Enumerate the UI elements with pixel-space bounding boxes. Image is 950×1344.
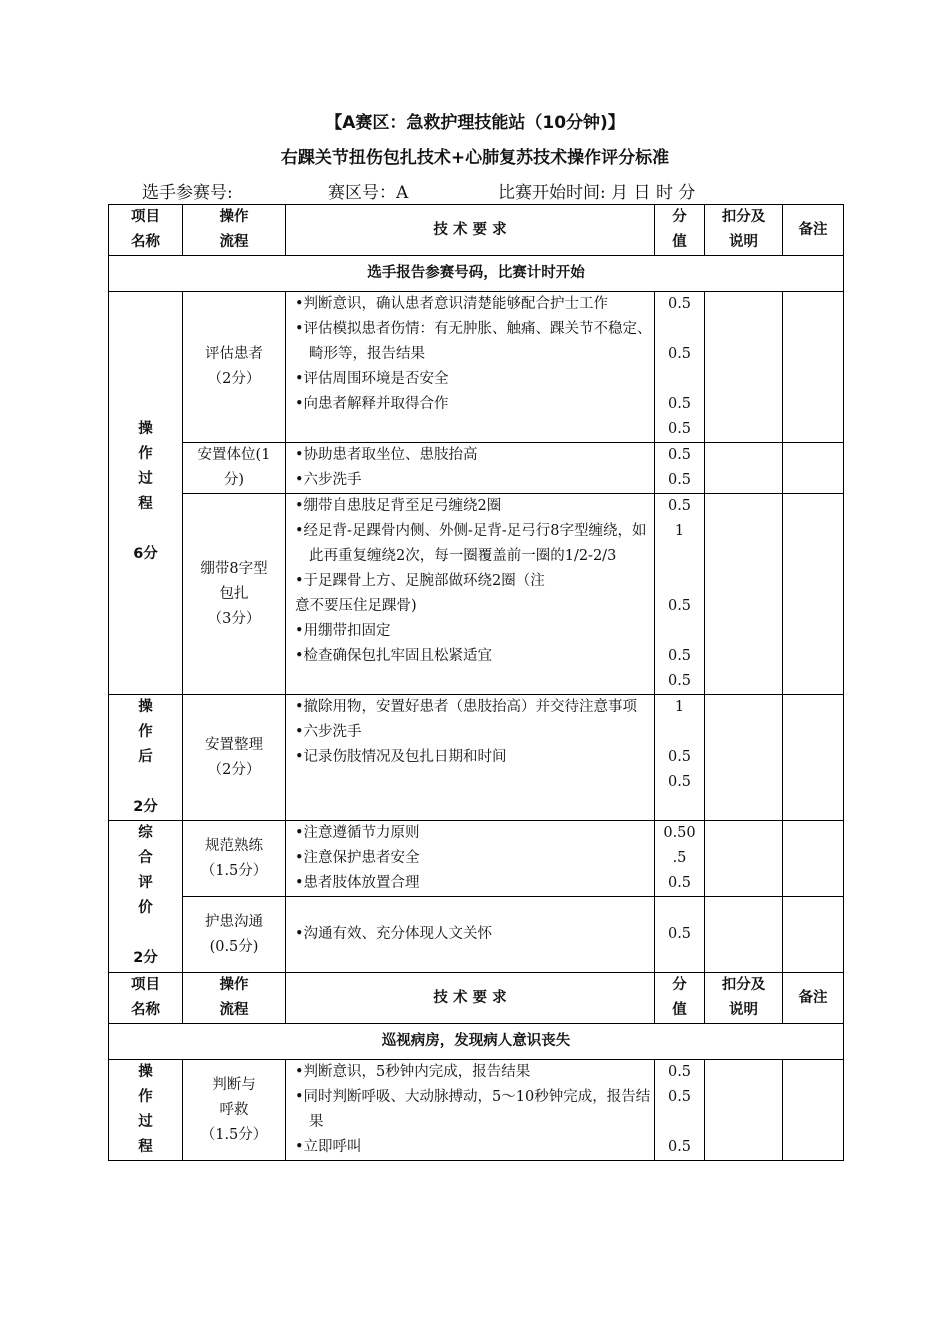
list-item: •评估模拟患者伤情：有无肿胀、触痛、踝关节不稳定、畸形等，报告结果 [295, 321, 652, 362]
list-item: •同时判断呼吸、大动脉搏动，5～10秒钟完成，报告结果 [295, 1089, 651, 1130]
process-communication: 护患沟通 (0.5分) [183, 897, 286, 973]
table-row [109, 897, 844, 973]
list-item: •检查确保包扎牢固且松紧适宜 [295, 648, 493, 664]
header-process: 操作 流程 [183, 973, 286, 1024]
header-remarks: 备注 [783, 205, 844, 256]
header-item-name: 项目 名称 [109, 205, 183, 256]
list-item: •评估周围环境是否安全 [295, 371, 449, 387]
table-row [109, 821, 844, 897]
remarks-cell[interactable] [783, 1060, 844, 1161]
deduction-cell[interactable] [705, 1060, 783, 1161]
zone-number-label: 赛区号：A [328, 183, 409, 203]
table-header-row [109, 205, 844, 256]
header-score: 分 值 [655, 973, 705, 1024]
score-bandage: 0.5 1 0.5 0.5 0.5 [655, 494, 705, 695]
header-remarks: 备注 [783, 973, 844, 1024]
score-judge: 0.5 0.5 0.5 [655, 1060, 705, 1161]
header-process: 操作 流程 [183, 205, 286, 256]
header-item-name: 项目 名称 [109, 973, 183, 1024]
deduction-cell[interactable] [705, 494, 783, 695]
table-row [109, 1060, 844, 1161]
list-item: •协助患者取坐位、患肢抬高 [295, 447, 478, 463]
process-judge: 判断与 呼救 （1.5分） [183, 1060, 286, 1161]
section-after-operation: 操 作 后 2分 [109, 695, 183, 821]
section-band-ward: 巡视病房，发现病人意识丧失 [109, 1024, 844, 1060]
list-item: •判断意识，5秒钟内完成，报告结果 [295, 1064, 531, 1080]
list-item: •撤除用物，安置好患者（患肢抬高）并交待注意事项 [295, 699, 638, 715]
table-row [109, 695, 844, 821]
list-item: •六步洗手 [295, 472, 362, 488]
table-row [109, 292, 844, 443]
page-title: 【A赛区：急救护理技能站（10分钟)】 [325, 113, 625, 133]
remarks-cell[interactable] [783, 897, 844, 973]
list-item: •沟通有效、充分体现人文关怀 [295, 926, 493, 942]
score-communication: 0.5 [655, 897, 705, 973]
process-skill: 规范熟练 （1.5分） [183, 821, 286, 897]
score-tidy: 1 0.5 0.5 [655, 695, 705, 821]
deduction-cell[interactable] [705, 821, 783, 897]
contestant-number-label: 选手参赛号: [142, 183, 233, 203]
header-requirements: 技 术 要 求 [286, 973, 655, 1024]
score-skill: 0.50 .5 0.5 [655, 821, 705, 897]
requirements-skill [286, 821, 655, 897]
table-row [109, 494, 844, 695]
list-item: •注意保护患者安全 [295, 850, 420, 866]
section-operation-process-2: 操 作 过 程 [109, 1060, 183, 1161]
process-position: 安置体位(1 分) [183, 443, 286, 494]
list-item: •立即呼叫 [295, 1139, 362, 1155]
list-item: •向患者解释并取得合作 [295, 396, 449, 412]
header-deduction: 扣分及 说明 [705, 205, 783, 256]
page-subtitle: 右踝关节扭伤包扎技术+心肺复苏技术操作评分标准 [280, 148, 670, 168]
score-position: 0.5 0.5 [655, 443, 705, 494]
start-time-label: 比赛开始时间: 月 日 时 分 [498, 183, 696, 203]
list-item: •用绷带扣固定 [295, 623, 391, 639]
list-item: •绷带自患肢足背至足弓缠绕2圈 [295, 498, 502, 514]
requirements-assess [286, 292, 655, 443]
deduction-cell[interactable] [705, 292, 783, 443]
requirements-communication [286, 897, 655, 973]
remarks-cell[interactable] [783, 695, 844, 821]
table-row [109, 443, 844, 494]
header-deduction: 扣分及 说明 [705, 973, 783, 1024]
list-item: •六步洗手 [295, 724, 362, 740]
deduction-cell[interactable] [705, 695, 783, 821]
deduction-cell[interactable] [705, 443, 783, 494]
process-assess: 评估患者 （2分） [183, 292, 286, 443]
section-overall-evaluation: 综 合 评 价 2分 [109, 821, 183, 973]
list-item: •记录伤肢情况及包扎日期和时间 [295, 749, 507, 765]
list-item: •经足背-足踝骨内侧、外侧-足背-足弓行8字型缠绕，如此再重复缠绕2次，每一圈覆盖前一圈的1/2-2/3 [295, 523, 647, 564]
list-item: •判断意识，确认患者意识清楚能够配合护士工作 [295, 296, 609, 312]
deduction-cell[interactable] [705, 897, 783, 973]
score-assess: 0.5 0.5 0.5 0.5 [655, 292, 705, 443]
process-bandage: 绷带8字型 包扎 （3分） [183, 494, 286, 695]
requirements-bandage [286, 494, 655, 695]
header-requirements: 技 术 要 求 [286, 205, 655, 256]
table-header-row [109, 973, 844, 1024]
remarks-cell[interactable] [783, 821, 844, 897]
scoring-table [108, 204, 844, 1161]
header-score: 分 值 [655, 205, 705, 256]
requirements-tidy [286, 695, 655, 821]
list-item: •注意遵循节力原则 [295, 825, 420, 841]
remarks-cell[interactable] [783, 292, 844, 443]
remarks-cell[interactable] [783, 494, 844, 695]
requirements-judge [286, 1060, 655, 1161]
list-item: •患者肢体放置合理 [295, 875, 420, 891]
process-tidy: 安置整理 （2分） [183, 695, 286, 821]
requirements-position [286, 443, 655, 494]
section-band-start: 选手报告参赛号码，比赛计时开始 [109, 256, 844, 292]
list-item: •于足踝骨上方、足腕部做环绕2圈（注 意不要压住足踝骨) [295, 573, 545, 614]
remarks-cell[interactable] [783, 443, 844, 494]
section-operation-process: 操 作 过 程 6分 [109, 292, 183, 695]
